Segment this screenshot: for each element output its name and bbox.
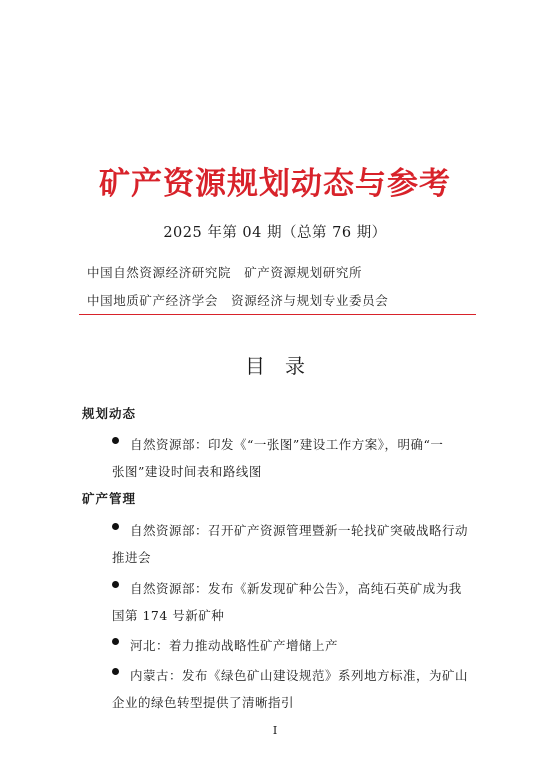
bullet-icon [112, 523, 119, 530]
toc-item-line1: 自然资源部：印发《“一张图”建设工作方案》，明确“一 [130, 437, 444, 452]
section-heading-planning: 规划动态 [82, 406, 137, 421]
toc-item-line1: 内蒙古：发布《绿色矿山建设规范》系列地方标准，为矿山 [130, 668, 469, 683]
toc-item-line2: 国第 174 号新矿种 [112, 608, 225, 623]
organization-line-1: 中国自然资源经济研究院 矿产资源规划研究所 [87, 265, 363, 280]
page-number: I [272, 724, 278, 737]
bullet-icon [112, 668, 119, 675]
toc-item-text [112, 517, 478, 571]
toc-item-line2: 张图”建设时间表和路线图 [112, 464, 262, 479]
toc-item-line1: 自然资源部：召开矿产资源管理暨新一轮找矿突破战略行动 [130, 523, 469, 538]
toc-item-line1: 自然资源部：发布《新发现矿种公告》，高纯石英矿成为我 [130, 581, 462, 596]
bullet-icon [112, 437, 119, 444]
bullet-icon [112, 638, 119, 645]
toc-item-line2: 企业的绿色转型提供了清晰指引 [112, 695, 295, 710]
toc-item-line2: 推进会 [112, 550, 152, 565]
toc-item-text [112, 662, 478, 716]
bullet-icon [112, 581, 119, 588]
toc-item-text [112, 431, 478, 485]
toc-item-line1: 河北：着力推动战略性矿产增储上产 [130, 638, 339, 653]
toc-item-text [130, 632, 478, 659]
toc-item-text [112, 575, 478, 629]
publication-title: 矿产资源规划动态与参考 [99, 166, 451, 202]
issue-number: 2025 年第 04 期（总第 76 期） [163, 225, 387, 241]
toc-title: 目录 [245, 354, 325, 378]
organization-line-2: 中国地质矿产经济学会 资源经济与规划专业委员会 [87, 293, 389, 308]
header-divider [79, 314, 476, 315]
section-heading-mineral-management: 矿产管理 [82, 491, 137, 506]
